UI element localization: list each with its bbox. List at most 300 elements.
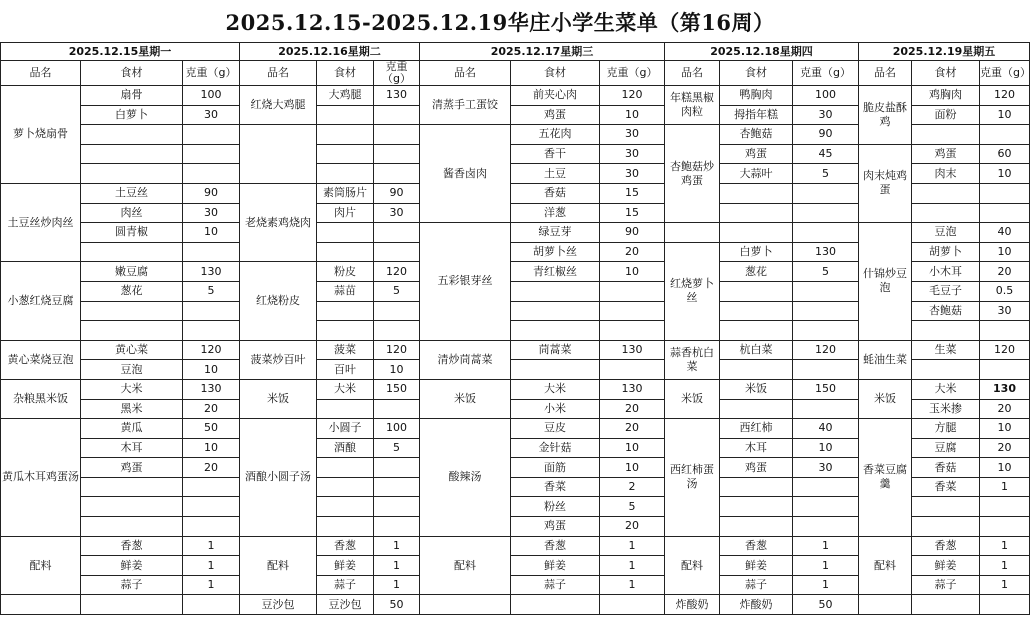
dish-name — [665, 223, 720, 243]
ingredient-cell: 青红椒丝 — [511, 262, 600, 282]
weight-cell: 90 — [600, 223, 665, 243]
weight-cell: 5 — [600, 497, 665, 517]
weight-cell: 30 — [374, 203, 420, 223]
dish-name: 脆皮盐酥鸡 — [859, 86, 912, 145]
column-header-row — [1, 61, 1030, 86]
weight-cell: 100 — [374, 419, 420, 439]
ingredient-cell — [81, 321, 183, 341]
weight-cell: 30 — [183, 105, 240, 125]
weight-cell — [183, 517, 240, 537]
ingredient-cell: 素筒肠片 — [317, 183, 374, 203]
ingredient-cell — [81, 301, 183, 321]
ingredient-cell: 杭白菜 — [720, 340, 793, 360]
ingredient-cell: 洋葱 — [511, 203, 600, 223]
ingredient-cell: 黄瓜 — [81, 419, 183, 439]
weight-cell — [183, 477, 240, 497]
weight-cell: 1 — [600, 575, 665, 595]
table-row — [1, 144, 1030, 164]
ingredient-cell: 蒜子 — [511, 575, 600, 595]
weight-cell — [980, 183, 1030, 203]
weight-cell — [793, 477, 859, 497]
ingredient-cell — [511, 360, 600, 380]
weight-cell: 0.5 — [980, 281, 1030, 301]
weight-cell: 1 — [980, 575, 1030, 595]
ingredient-cell — [81, 164, 183, 184]
weight-cell: 10 — [183, 360, 240, 380]
ingredient-cell: 香葱 — [720, 536, 793, 556]
weight-cell: 5 — [374, 281, 420, 301]
ingredient-cell: 小木耳 — [912, 262, 980, 282]
weight-cell: 1 — [980, 556, 1030, 576]
ingredient-cell — [317, 164, 374, 184]
ingredient-cell: 胡萝卜丝 — [511, 242, 600, 262]
weight-column-header: 克重（g） — [183, 61, 240, 86]
weight-cell — [793, 517, 859, 537]
dish-name: 酒酿小圆子汤 — [240, 419, 317, 537]
dish-column-header: 品名 — [665, 61, 720, 86]
weight-cell — [374, 144, 420, 164]
weight-cell: 1 — [793, 575, 859, 595]
ingredient-cell: 豆皮 — [511, 419, 600, 439]
dish-name: 酱香卤肉 — [420, 125, 511, 223]
ingredient-cell — [720, 183, 793, 203]
weight-cell: 10 — [600, 262, 665, 282]
ingredient-cell: 葱花 — [81, 281, 183, 301]
weight-cell — [793, 321, 859, 341]
weight-cell: 10 — [183, 223, 240, 243]
dish-name: 小葱红烧豆腐 — [1, 262, 81, 340]
ingredient-cell — [81, 477, 183, 497]
ingredient-cell — [720, 497, 793, 517]
dish-name: 杂粮黑米饭 — [1, 379, 81, 418]
weight-cell: 1 — [183, 536, 240, 556]
ingredient-cell: 肉末 — [912, 164, 980, 184]
ingredient-cell: 粉皮 — [317, 262, 374, 282]
weight-cell: 45 — [793, 144, 859, 164]
page-title: 2025.12.15-2025.12.19华庄小学生菜单（第16周） — [225, 10, 775, 35]
weight-cell: 120 — [793, 340, 859, 360]
table-row — [1, 419, 1030, 439]
ingredient-cell: 大米 — [912, 379, 980, 399]
weight-cell: 150 — [793, 379, 859, 399]
ingredient-cell: 鲜姜 — [511, 556, 600, 576]
weight-cell: 1 — [374, 536, 420, 556]
weight-cell: 130 — [183, 379, 240, 399]
dish-name: 香菜豆腐羹 — [859, 419, 912, 537]
weight-cell — [793, 301, 859, 321]
weight-cell: 120 — [600, 86, 665, 106]
weight-cell: 30 — [600, 164, 665, 184]
weight-cell: 40 — [793, 419, 859, 439]
dish-name: 酸辣汤 — [420, 419, 511, 537]
dish-name: 土豆丝炒肉丝 — [1, 183, 81, 261]
ingredient-cell: 香菜 — [511, 477, 600, 497]
dish-name: 配料 — [240, 536, 317, 595]
ingredient-column-header: 食材 — [511, 61, 600, 86]
weight-cell: 1 — [980, 477, 1030, 497]
ingredient-cell: 鲜姜 — [317, 556, 374, 576]
ingredient-cell: 肉片 — [317, 203, 374, 223]
weight-cell: 120 — [980, 340, 1030, 360]
ingredient-cell: 鸡蛋 — [720, 144, 793, 164]
dish-name: 杏鲍菇炒鸡蛋 — [665, 125, 720, 223]
weight-cell: 15 — [600, 183, 665, 203]
ingredient-cell: 葱花 — [720, 262, 793, 282]
ingredient-cell — [317, 517, 374, 537]
weight-cell: 5 — [183, 281, 240, 301]
weight-cell: 10 — [183, 438, 240, 458]
weight-cell: 130 — [374, 86, 420, 106]
ingredient-cell — [317, 105, 374, 125]
dish-name: 肉末炖鸡蛋 — [859, 144, 912, 222]
weight-cell: 90 — [793, 125, 859, 145]
ingredient-cell: 香葱 — [511, 536, 600, 556]
weight-cell: 1 — [793, 536, 859, 556]
weight-cell: 50 — [374, 595, 420, 615]
ingredient-cell: 香葱 — [912, 536, 980, 556]
weight-cell — [793, 399, 859, 419]
ingredient-cell — [317, 144, 374, 164]
ingredient-cell — [912, 595, 980, 615]
day-header: 2025.12.17星期三 — [420, 43, 665, 61]
dish-name — [240, 125, 317, 184]
weight-column-header: 克重（g） — [980, 61, 1030, 86]
weight-cell — [793, 497, 859, 517]
weight-cell: 1 — [374, 575, 420, 595]
weight-cell: 130 — [600, 340, 665, 360]
weight-cell — [793, 183, 859, 203]
ingredient-cell: 白萝卜 — [81, 105, 183, 125]
dish-name: 西红柿蛋汤 — [665, 419, 720, 537]
weight-column-header: 克重（g） — [374, 61, 420, 86]
ingredient-cell: 金针菇 — [511, 438, 600, 458]
weight-cell: 10 — [793, 438, 859, 458]
weight-cell: 120 — [980, 86, 1030, 106]
weight-cell: 10 — [980, 419, 1030, 439]
weight-cell — [793, 360, 859, 380]
weight-cell — [183, 301, 240, 321]
table-row — [1, 536, 1030, 556]
weight-cell: 130 — [793, 242, 859, 262]
weight-cell — [374, 321, 420, 341]
weight-cell — [980, 595, 1030, 615]
ingredient-cell — [317, 223, 374, 243]
weight-cell: 60 — [980, 144, 1030, 164]
weight-column-header: 克重（g） — [793, 61, 859, 86]
ingredient-cell: 茼蒿菜 — [511, 340, 600, 360]
dish-name: 红烧大鸡腿 — [240, 86, 317, 125]
weight-cell — [374, 164, 420, 184]
ingredient-cell: 豆腐 — [912, 438, 980, 458]
ingredient-cell: 扇骨 — [81, 86, 183, 106]
ingredient-cell — [720, 360, 793, 380]
weight-cell: 20 — [600, 399, 665, 419]
ingredient-cell: 蒜子 — [720, 575, 793, 595]
ingredient-cell: 鸡胸肉 — [912, 86, 980, 106]
ingredient-cell: 鲜姜 — [81, 556, 183, 576]
table-row — [1, 379, 1030, 399]
weight-cell: 100 — [793, 86, 859, 106]
ingredient-cell: 黑米 — [81, 399, 183, 419]
weight-cell: 130 — [183, 262, 240, 282]
weight-cell: 1 — [183, 575, 240, 595]
ingredient-cell: 蒜子 — [317, 575, 374, 595]
ingredient-cell — [511, 595, 600, 615]
dish-name: 炸酸奶 — [665, 595, 720, 615]
weight-cell: 40 — [980, 223, 1030, 243]
weight-cell — [374, 497, 420, 517]
dish-column-header: 品名 — [1, 61, 81, 86]
ingredient-cell — [912, 360, 980, 380]
weight-cell: 30 — [600, 144, 665, 164]
weight-cell: 1 — [374, 556, 420, 576]
ingredient-cell: 鸡蛋 — [511, 105, 600, 125]
weight-cell: 130 — [980, 379, 1030, 399]
ingredient-column-header: 食材 — [720, 61, 793, 86]
ingredient-column-header: 食材 — [81, 61, 183, 86]
dish-name: 米饭 — [240, 379, 317, 418]
ingredient-cell: 鲜姜 — [720, 556, 793, 576]
weight-cell — [600, 281, 665, 301]
weight-cell: 1 — [600, 536, 665, 556]
weight-cell: 50 — [183, 419, 240, 439]
weight-cell: 20 — [183, 458, 240, 478]
ingredient-cell — [511, 321, 600, 341]
ingredient-cell: 香干 — [511, 144, 600, 164]
ingredient-cell: 西红柿 — [720, 419, 793, 439]
weight-cell: 10 — [980, 164, 1030, 184]
ingredient-cell: 香菜 — [912, 477, 980, 497]
weight-cell: 5 — [793, 262, 859, 282]
weight-cell — [374, 242, 420, 262]
weight-cell — [793, 203, 859, 223]
weight-cell — [183, 164, 240, 184]
weight-cell: 120 — [374, 262, 420, 282]
table-row — [1, 86, 1030, 106]
day-header: 2025.12.16星期二 — [240, 43, 420, 61]
ingredient-cell — [720, 203, 793, 223]
ingredient-cell: 香菇 — [511, 183, 600, 203]
weight-cell — [600, 301, 665, 321]
weight-column-header: 克重（g） — [600, 61, 665, 86]
weight-cell: 90 — [374, 183, 420, 203]
ingredient-cell — [81, 125, 183, 145]
weight-cell — [980, 125, 1030, 145]
ingredient-cell: 蒜子 — [912, 575, 980, 595]
weight-cell: 1 — [980, 536, 1030, 556]
weight-cell: 1 — [793, 556, 859, 576]
ingredient-cell: 白萝卜 — [720, 242, 793, 262]
dish-name: 配料 — [420, 536, 511, 595]
ingredient-cell: 大米 — [81, 379, 183, 399]
weight-cell — [980, 517, 1030, 537]
ingredient-cell: 豆泡 — [912, 223, 980, 243]
ingredient-cell: 木耳 — [81, 438, 183, 458]
ingredient-cell — [912, 517, 980, 537]
weight-cell — [980, 321, 1030, 341]
ingredient-cell — [317, 458, 374, 478]
ingredient-cell: 胡萝卜 — [912, 242, 980, 262]
weight-cell: 20 — [183, 399, 240, 419]
ingredient-cell: 蒜子 — [81, 575, 183, 595]
weight-cell — [374, 125, 420, 145]
dish-name: 蒜香杭白菜 — [665, 340, 720, 379]
weight-cell: 30 — [183, 203, 240, 223]
ingredient-cell: 五花肉 — [511, 125, 600, 145]
ingredient-cell: 香葱 — [81, 536, 183, 556]
ingredient-cell — [81, 242, 183, 262]
ingredient-cell: 前夹心肉 — [511, 86, 600, 106]
ingredient-cell — [511, 281, 600, 301]
ingredient-cell: 拇指年糕 — [720, 105, 793, 125]
ingredient-cell: 大鸡腿 — [317, 86, 374, 106]
weight-cell: 5 — [374, 438, 420, 458]
weight-cell: 120 — [183, 340, 240, 360]
weight-cell: 5 — [793, 164, 859, 184]
weight-cell: 20 — [600, 419, 665, 439]
ingredient-cell: 大米 — [511, 379, 600, 399]
ingredient-cell: 毛豆子 — [912, 281, 980, 301]
table-row — [1, 595, 1030, 615]
ingredient-cell — [720, 301, 793, 321]
dish-name: 五彩银芽丝 — [420, 223, 511, 341]
dish-name: 豆沙包 — [240, 595, 317, 615]
weight-cell — [980, 360, 1030, 380]
ingredient-cell — [912, 321, 980, 341]
day-header: 2025.12.19星期五 — [859, 43, 1030, 61]
ingredient-cell: 豆泡 — [81, 360, 183, 380]
ingredient-cell — [317, 321, 374, 341]
weight-cell — [600, 360, 665, 380]
weight-cell: 30 — [793, 105, 859, 125]
dish-name: 年糕黑椒肉粒 — [665, 86, 720, 125]
weight-cell: 30 — [600, 125, 665, 145]
ingredient-cell: 香葱 — [317, 536, 374, 556]
weight-cell — [600, 595, 665, 615]
ingredient-cell: 杏鲍菇 — [912, 301, 980, 321]
ingredient-cell — [81, 497, 183, 517]
weight-cell: 15 — [600, 203, 665, 223]
ingredient-cell: 圆青椒 — [81, 223, 183, 243]
ingredient-cell — [81, 517, 183, 537]
ingredient-cell — [317, 301, 374, 321]
ingredient-cell: 土豆丝 — [81, 183, 183, 203]
ingredient-cell: 面筋 — [511, 458, 600, 478]
ingredient-cell — [81, 144, 183, 164]
ingredient-cell: 菠菜 — [317, 340, 374, 360]
ingredient-cell: 鸡蛋 — [720, 458, 793, 478]
ingredient-cell — [317, 497, 374, 517]
ingredient-cell — [317, 125, 374, 145]
dish-name — [1, 595, 81, 615]
menu-table — [0, 42, 1030, 615]
day-header: 2025.12.18星期四 — [665, 43, 859, 61]
ingredient-cell — [81, 595, 183, 615]
ingredient-cell — [720, 223, 793, 243]
dish-name: 配料 — [859, 536, 912, 595]
ingredient-cell: 杏鲍菇 — [720, 125, 793, 145]
ingredient-cell — [317, 242, 374, 262]
ingredient-cell: 小圆子 — [317, 419, 374, 439]
ingredient-cell: 蒜苗 — [317, 281, 374, 301]
weight-cell: 10 — [980, 105, 1030, 125]
ingredient-cell: 肉丝 — [81, 203, 183, 223]
weight-cell: 10 — [374, 360, 420, 380]
dish-name: 米饭 — [665, 379, 720, 418]
weight-cell — [374, 517, 420, 537]
weight-cell: 20 — [980, 399, 1030, 419]
dish-column-header: 品名 — [240, 61, 317, 86]
weight-cell — [793, 223, 859, 243]
weight-cell — [600, 321, 665, 341]
dish-name: 米饭 — [859, 379, 912, 418]
ingredient-cell: 炸酸奶 — [720, 595, 793, 615]
weight-cell — [374, 477, 420, 497]
weight-cell — [183, 321, 240, 341]
weight-cell: 2 — [600, 477, 665, 497]
ingredient-cell — [912, 183, 980, 203]
ingredient-cell: 香菇 — [912, 458, 980, 478]
weight-cell — [183, 595, 240, 615]
ingredient-cell — [720, 399, 793, 419]
weight-cell: 120 — [374, 340, 420, 360]
weight-cell: 100 — [183, 86, 240, 106]
weight-cell — [183, 144, 240, 164]
weight-cell: 1 — [600, 556, 665, 576]
ingredient-cell: 鸡蛋 — [912, 144, 980, 164]
table-row — [1, 223, 1030, 243]
weight-cell — [980, 203, 1030, 223]
dish-name: 清蒸手工蛋饺 — [420, 86, 511, 125]
ingredient-column-header: 食材 — [912, 61, 980, 86]
dish-name: 红烧粉皮 — [240, 262, 317, 340]
weight-cell: 20 — [980, 438, 1030, 458]
ingredient-cell: 豆沙包 — [317, 595, 374, 615]
ingredient-cell: 嫩豆腐 — [81, 262, 183, 282]
dish-name: 红烧萝卜丝 — [665, 242, 720, 340]
dish-name — [420, 595, 511, 615]
weight-cell: 10 — [600, 458, 665, 478]
ingredient-cell — [912, 125, 980, 145]
weight-cell: 20 — [600, 242, 665, 262]
ingredient-cell: 鸡蛋 — [81, 458, 183, 478]
ingredient-cell: 酒酿 — [317, 438, 374, 458]
weight-cell: 10 — [980, 458, 1030, 478]
weight-cell — [374, 399, 420, 419]
ingredient-cell — [317, 399, 374, 419]
ingredient-cell: 玉米掺 — [912, 399, 980, 419]
weight-cell: 10 — [980, 242, 1030, 262]
ingredient-cell: 鸭胸肉 — [720, 86, 793, 106]
weight-cell: 30 — [980, 301, 1030, 321]
dish-name: 什锦炒豆泡 — [859, 223, 912, 341]
ingredient-cell — [720, 517, 793, 537]
ingredient-cell: 绿豆芽 — [511, 223, 600, 243]
ingredient-cell: 黄心菜 — [81, 340, 183, 360]
weight-cell: 130 — [600, 379, 665, 399]
dish-name: 黄瓜木耳鸡蛋汤 — [1, 419, 81, 537]
weight-cell — [374, 223, 420, 243]
day-header: 2025.12.15星期一 — [1, 43, 240, 61]
dish-name: 配料 — [665, 536, 720, 595]
ingredient-cell: 鲜姜 — [912, 556, 980, 576]
weight-cell: 90 — [183, 183, 240, 203]
ingredient-cell: 米饭 — [720, 379, 793, 399]
weight-cell: 20 — [600, 517, 665, 537]
ingredient-cell — [720, 477, 793, 497]
dish-name: 米饭 — [420, 379, 511, 418]
ingredient-cell: 生菜 — [912, 340, 980, 360]
